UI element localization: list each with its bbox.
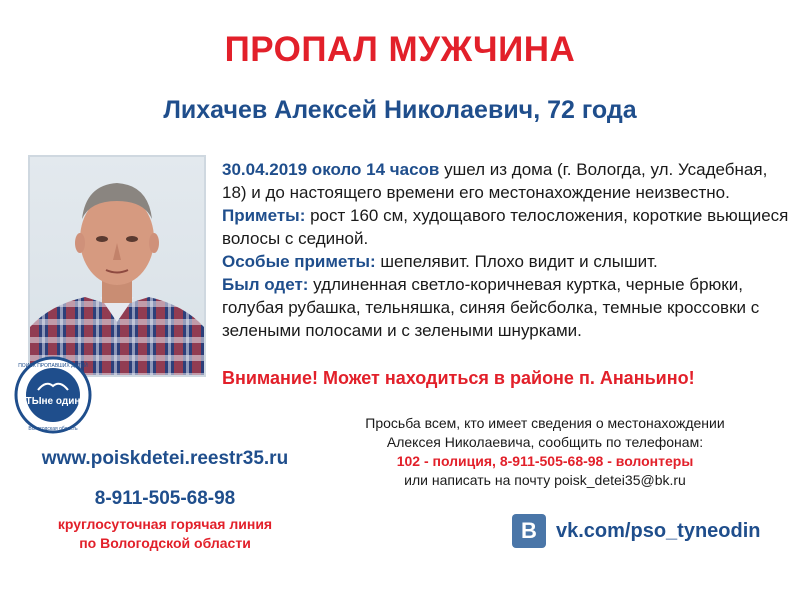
hotline-caption-line-1: круглосуточная горячая линия <box>57 516 273 532</box>
details-paragraph-clothes <box>222 273 792 342</box>
hotline-caption-line-2: по Вологодской области <box>79 535 251 551</box>
details-paragraph-features <box>222 204 792 250</box>
request-phones: 102 - полиция, 8-911-505-68-98 - волонтеры <box>396 453 694 469</box>
left-home-text: ушел из дома (г. Вологда, ул. Усадебная, 18) и до настоящего времени его местонахождение неизвестно. <box>222 160 768 202</box>
features-label: Приметы: <box>222 206 306 225</box>
vk-group <box>512 512 761 550</box>
page-title: ПРОПАЛ МУЖЧИНА <box>224 30 576 69</box>
missing-person-photo <box>28 155 206 377</box>
badge-center-text: ТЫне один <box>25 396 81 407</box>
badge-top-text: ПОИСК ПРОПАВШИХ ДЕТЕЙ <box>18 363 88 369</box>
special-features-label: Особые приметы: <box>222 252 376 271</box>
badge-bottom-text: Вологодская область <box>28 426 78 432</box>
volunteer-logo-badge <box>14 356 92 434</box>
attention-notice: Внимание! Может находиться в районе п. Ананьино! <box>222 368 695 388</box>
contact-request <box>310 414 780 490</box>
special-features-text: шепелявит. Плохо видит и слышит. <box>375 252 658 271</box>
portrait-illustration <box>30 157 204 375</box>
features-text: рост 160 см, худощавого телосложения, короткие вьющиеся волосы с сединой. <box>222 206 789 248</box>
website-link[interactable]: www.poiskdetei.reestr35.ru <box>41 448 289 469</box>
vk-logo-icon: B <box>512 514 546 548</box>
clothes-text: удлиненная светло-коричневая куртка, черные брюки, голубая рубашка, тельняшка, синяя бейсболка, темные кроссовки с зелеными полосами и с зелеными шнурками. <box>222 275 760 340</box>
vk-link[interactable]: vk.com/pso_tyneodin <box>556 519 761 542</box>
details-paragraph-left <box>222 158 792 204</box>
details-block <box>222 158 792 342</box>
clothes-label: Был одет: <box>222 275 309 294</box>
date-time: 30.04.2019 около 14 часов <box>222 160 440 179</box>
hotline-phone: 8-911-505-68-98 <box>94 488 236 509</box>
person-name: Лихачев Алексей Николаевич, 72 года <box>163 96 637 124</box>
hotline-caption <box>0 515 330 553</box>
request-email: или написать на почту poisk_detei35@bk.ru <box>404 472 686 488</box>
request-line-1: Просьба всем, кто имеет сведения о местонахождении <box>365 415 725 431</box>
request-line-2: Алексея Николаевича, сообщить по телефонам: <box>386 434 704 450</box>
details-paragraph-special <box>222 250 792 273</box>
